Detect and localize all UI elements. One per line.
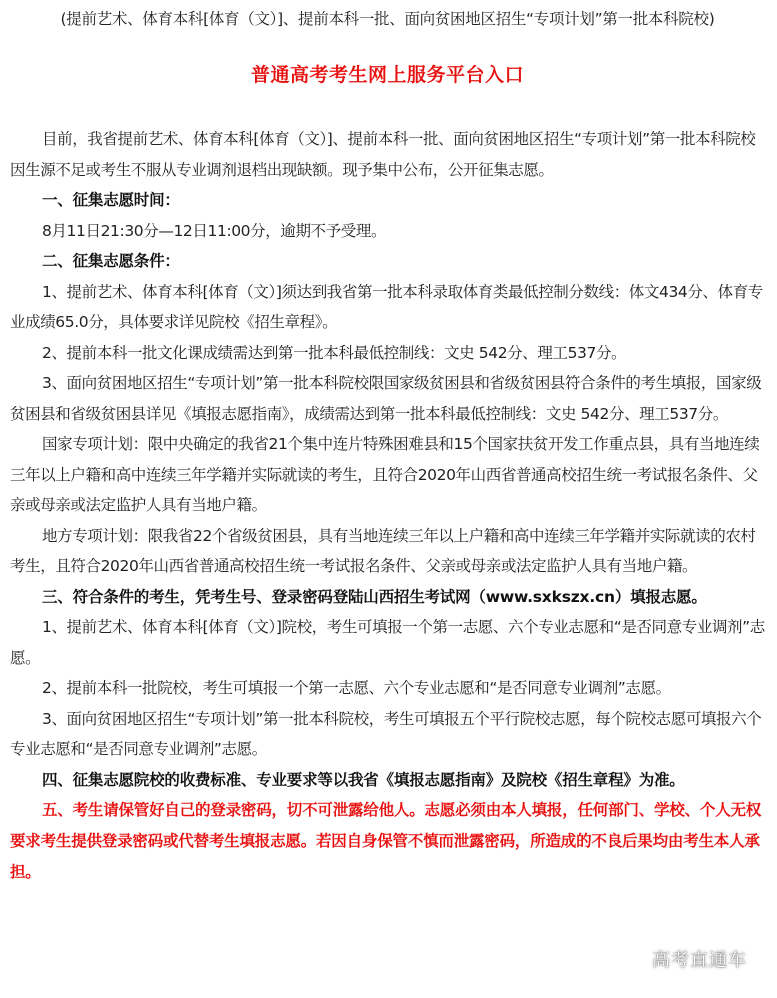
condition-1: 1、提前艺术、体育本科[体育（文）]须达到我省第一批本科录取体育类最低控制分数线：体文434分、体育专业成绩65.0分，具体要求详见院校《招生章程》。	[10, 282, 763, 331]
top-note: (提前艺术、体育本科[体育（文）]、提前本科一批、面向贫困地区招生“专项计划”第一批本科院校)	[60, 10, 715, 28]
condition-2: 2、提前本科一批文化课成绩需达到第一批本科最低控制线：文史 542分、理工537分。	[42, 343, 627, 362]
intro-paragraph: 目前，我省提前艺术、体育本科[体育（文）]、提前本科一批、面向贫困地区招生“专项计划”第一批本科院校因生源不足或考生不服从专业调剂退档出现缺额。现予集中公布，公开征集志愿。	[10, 130, 756, 179]
password-warning: 五、考生请保管好自己的登录密码，切不可泄露给他人。志愿必须由本人填报，任何部门、学校、个人无权要求考生提供登录密码或代替考生填报志愿。若因自身保管不慎而泄露密码，所造成的不良后果均由考生本人承担。	[10, 801, 762, 881]
section-heading-conditions: 二、征集志愿条件：	[42, 252, 180, 270]
local-plan-paragraph: 地方专项计划：限我省22个省级贫困县，具有当地连续三年以上户籍和高中连续三年学籍并实际就读的农村考生，且符合2020年山西省普通高校招生统一考试报名条件、父亲或母亲或法定监护人具有当地户籍。	[10, 526, 756, 575]
time-paragraph: 8月11日21:30分—12日11:00分，逾期不予受理。	[42, 221, 387, 240]
application-2: 2、提前本科一批院校，考生可填报一个第一志愿、六个专业志愿和“是否同意专业调剂”志愿。	[42, 679, 671, 697]
article-body	[10, 124, 765, 888]
section-heading-time: 一、征集志愿时间：	[42, 191, 180, 209]
section-heading-fees: 四、征集志愿院校的收费标准、专业要求等以我省《填报志愿指南》及院校《招生章程》为准。	[42, 770, 685, 789]
section-heading-application: 三、符合条件的考生，凭考生号、登录密码登陆山西招生考试网（www.sxkszx.cn）填报志愿。	[42, 587, 707, 606]
national-plan-paragraph: 国家专项计划：限中央确定的我省21个集中连片特殊困难县和15个国家扶贫开发工作重点县，具有当地连续三年以上户籍和高中连续三年学籍并实际就读的考生，且符合2020年山西省普通高校招生统一考试报名条件、父亲或母亲或法定监护人具有当地户籍。	[10, 435, 760, 514]
watermark-label: 高考直通车	[652, 950, 747, 971]
page-title[interactable]: 普通高考考生网上服务平台入口	[250, 64, 524, 86]
application-3: 3、面向贫困地区招生“专项计划”第一批本科院校，考生可填报五个平行院校志愿，每个院校志愿可填报六个专业志愿和“是否同意专业调剂”志愿。	[10, 709, 762, 758]
application-1: 1、提前艺术、体育本科[体育（文）]院校，考生可填报一个第一志愿、六个专业志愿和“是否同意专业调剂”志愿。	[10, 618, 765, 667]
condition-3: 3、面向贫困地区招生“专项计划”第一批本科院校限国家级贫困县和省级贫困县符合条件的考生填报，国家级贫困县和省级贫困县详见《填报志愿指南》，成绩需达到第一批本科最低控制线：文史 542分、理工537分。	[10, 374, 762, 423]
